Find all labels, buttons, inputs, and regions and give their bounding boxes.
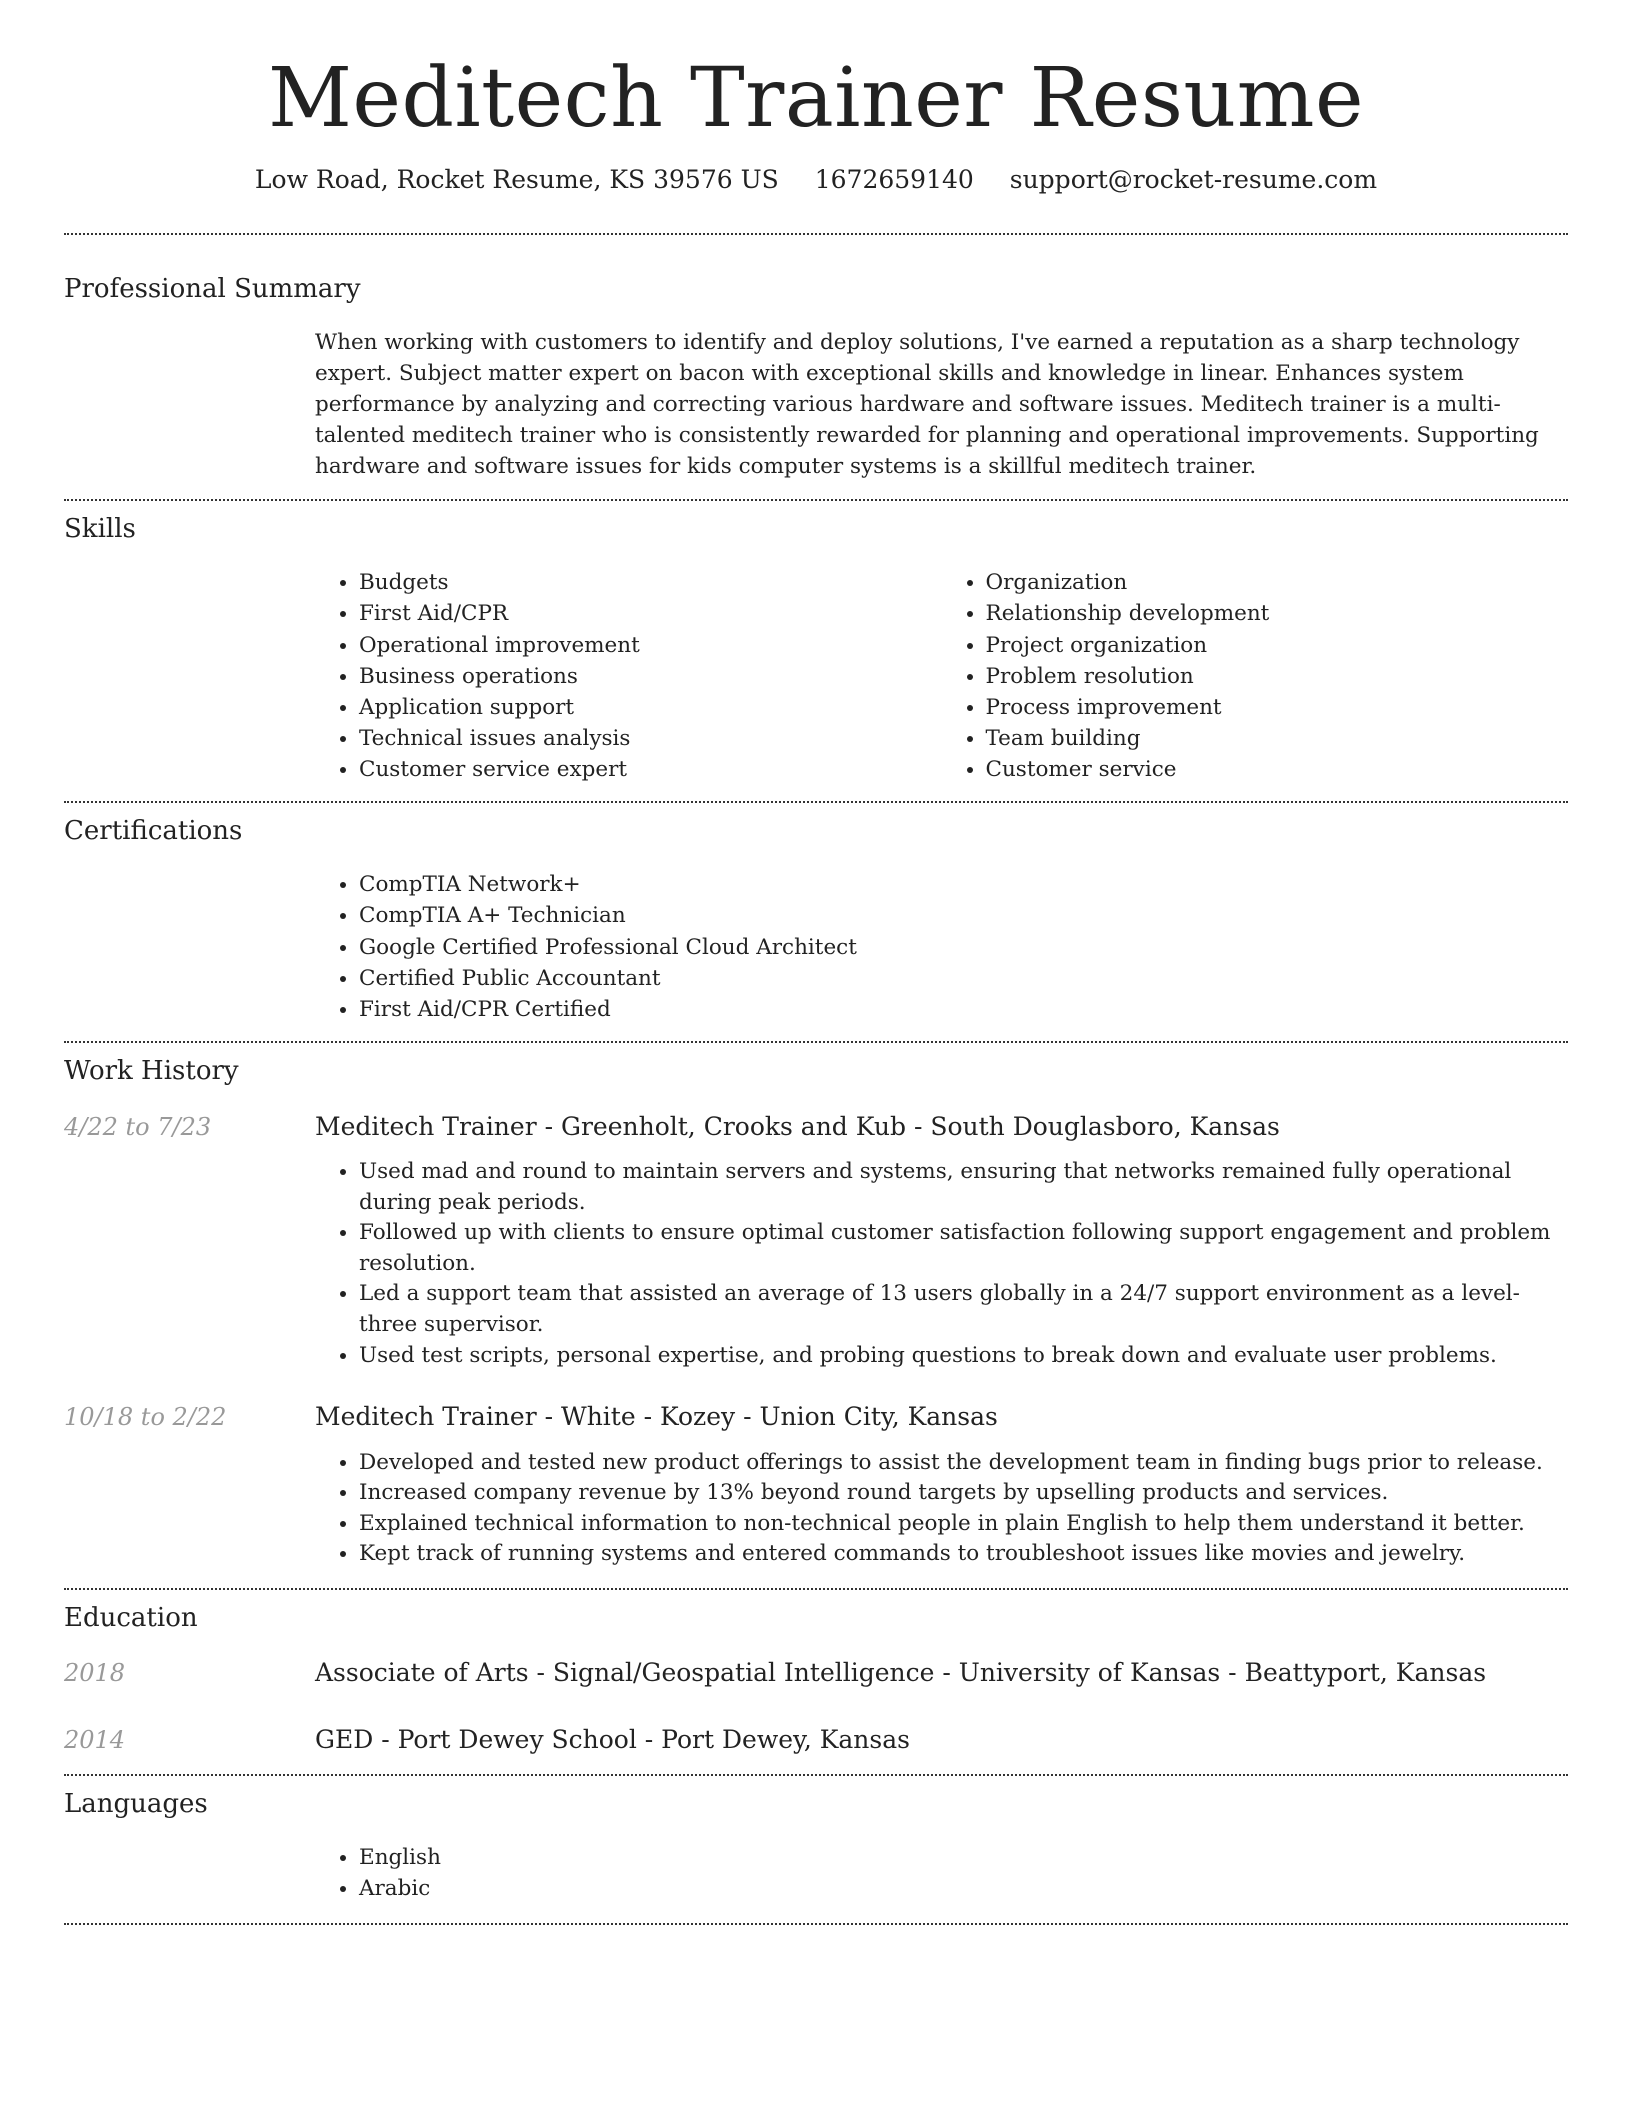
language-item: • English xyxy=(359,1842,1568,1873)
resume-header xyxy=(64,0,1568,197)
certifications-list xyxy=(315,869,1568,1025)
job-bullet: • Used mad and round to maintain servers and systems, ensuring that networks remained fully operational during peak periods. xyxy=(359,1157,1568,1218)
skill-item: • Customer service expert xyxy=(359,754,942,785)
job-bullet: • Developed and tested new product offerings to assist the development team in finding bugs prior to release. xyxy=(359,1448,1568,1479)
language-item: • Arabic xyxy=(359,1873,1568,1904)
job-dates: 10/18 to 2/22 xyxy=(64,1403,227,1432)
education-degree: Associate of Arts - Signal/Geospatial Intelligence - University of Kansas - Beattyport, Kansas xyxy=(315,1658,1487,1688)
certification-item: • Certified Public Accountant xyxy=(359,963,1568,994)
certifications-section xyxy=(64,803,1568,1041)
certifications-body xyxy=(315,869,1568,1025)
certifications-heading: Certifications xyxy=(64,816,243,847)
summary-text: When working with customers to identify and deploy solutions, I've earned a reputation as a sharp technology expert. Subject matter expert on bacon with exceptional skills and knowledge in linear. Enhances system performance by analyzing and correcting various hardware and software issues. Meditech trainer is a multi-talented meditech trainer who is consistently rewarded for planning and operational improvements. Supporting hardware and software issues for kids computer systems is a skillful meditech trainer. xyxy=(315,329,1539,480)
job-bullet: • Followed up with clients to ensure optimal customer satisfaction following support engagement and problem resolution. xyxy=(359,1218,1568,1279)
summary-heading: Professional Summary xyxy=(64,273,361,304)
certification-item: • First Aid/CPR Certified xyxy=(359,994,1568,1025)
education-entry xyxy=(64,1657,1568,1690)
contact-phone: 1672659140 xyxy=(814,165,974,195)
education-entry xyxy=(64,1724,1568,1757)
skills-list-right xyxy=(942,567,1569,785)
education-heading: Education xyxy=(64,1602,198,1633)
certification-item: • CompTIA A+ Technician xyxy=(359,900,1568,931)
contact-line xyxy=(64,164,1568,197)
job-details xyxy=(315,1448,1568,1570)
skills-section xyxy=(64,501,1568,801)
contact-email: support@rocket-resume.com xyxy=(1009,165,1378,195)
education-section xyxy=(64,1590,1568,1775)
skill-item: • Team building xyxy=(986,723,1569,754)
skill-item: • Relationship development xyxy=(986,598,1569,629)
skill-item: • Budgets xyxy=(359,567,942,598)
skill-item: • Business operations xyxy=(359,661,942,692)
job-header xyxy=(64,1401,1568,1434)
work-heading: Work History xyxy=(64,1056,239,1087)
skills-heading: Skills xyxy=(64,514,136,545)
job-bullet: • Increased company revenue by 13% beyond round targets by upselling products and services. xyxy=(359,1478,1568,1509)
job-bullet: • Led a support team that assisted an average of 13 users globally in a 24/7 support environment as a level-three supervisor. xyxy=(359,1279,1568,1340)
education-year: 2018 xyxy=(64,1659,126,1688)
resume-title: Meditech Trainer Resume xyxy=(267,51,1365,146)
job-entry xyxy=(64,1111,1568,1371)
education-year: 2014 xyxy=(64,1725,126,1754)
job-bullet-list xyxy=(315,1157,1568,1371)
job-title: Meditech Trainer - Greenholt, Crooks and Kub - South Douglasboro, Kansas xyxy=(315,1111,1280,1141)
job-header xyxy=(64,1111,1568,1144)
skill-item: • Project organization xyxy=(986,630,1569,661)
languages-list xyxy=(315,1842,1568,1904)
job-dates: 4/22 to 7/23 xyxy=(64,1112,212,1141)
skill-item: • Customer service xyxy=(986,754,1569,785)
education-degree: GED - Port Dewey School - Port Dewey, Kansas xyxy=(315,1724,910,1754)
summary-body xyxy=(315,327,1568,483)
summary-section xyxy=(64,235,1568,500)
skill-item: • Organization xyxy=(986,567,1569,598)
skill-item: • Problem resolution xyxy=(986,661,1569,692)
work-section xyxy=(64,1043,1568,1587)
languages-section xyxy=(64,1776,1568,1922)
skill-item: • First Aid/CPR xyxy=(359,598,942,629)
job-bullet: • Used test scripts, personal expertise, and probing questions to break down and evaluate user problems. xyxy=(359,1341,1568,1372)
skill-item: • Technical issues analysis xyxy=(359,723,942,754)
certification-item: • CompTIA Network+ xyxy=(359,869,1568,900)
contact-address: Low Road, Rocket Resume, KS 39576 US xyxy=(254,165,779,195)
job-bullet: • Explained technical information to non-technical people in plain English to help them understand it better. xyxy=(359,1509,1568,1540)
languages-body xyxy=(315,1842,1568,1904)
skill-item: • Operational improvement xyxy=(359,630,942,661)
divider xyxy=(64,1923,1568,1925)
skill-item: • Application support xyxy=(359,692,942,723)
job-bullet-list xyxy=(315,1448,1568,1570)
skills-list-left xyxy=(315,567,942,785)
job-title: Meditech Trainer - White - Kozey - Union City, Kansas xyxy=(315,1402,998,1432)
job-details xyxy=(315,1157,1568,1371)
job-entry xyxy=(64,1401,1568,1570)
languages-heading: Languages xyxy=(64,1789,208,1820)
job-bullet: • Kept track of running systems and entered commands to troubleshoot issues like movies and jewelry. xyxy=(359,1539,1568,1570)
skills-grid xyxy=(315,567,1568,785)
skill-item: • Process improvement xyxy=(986,692,1569,723)
certification-item: • Google Certified Professional Cloud Architect xyxy=(359,932,1568,963)
